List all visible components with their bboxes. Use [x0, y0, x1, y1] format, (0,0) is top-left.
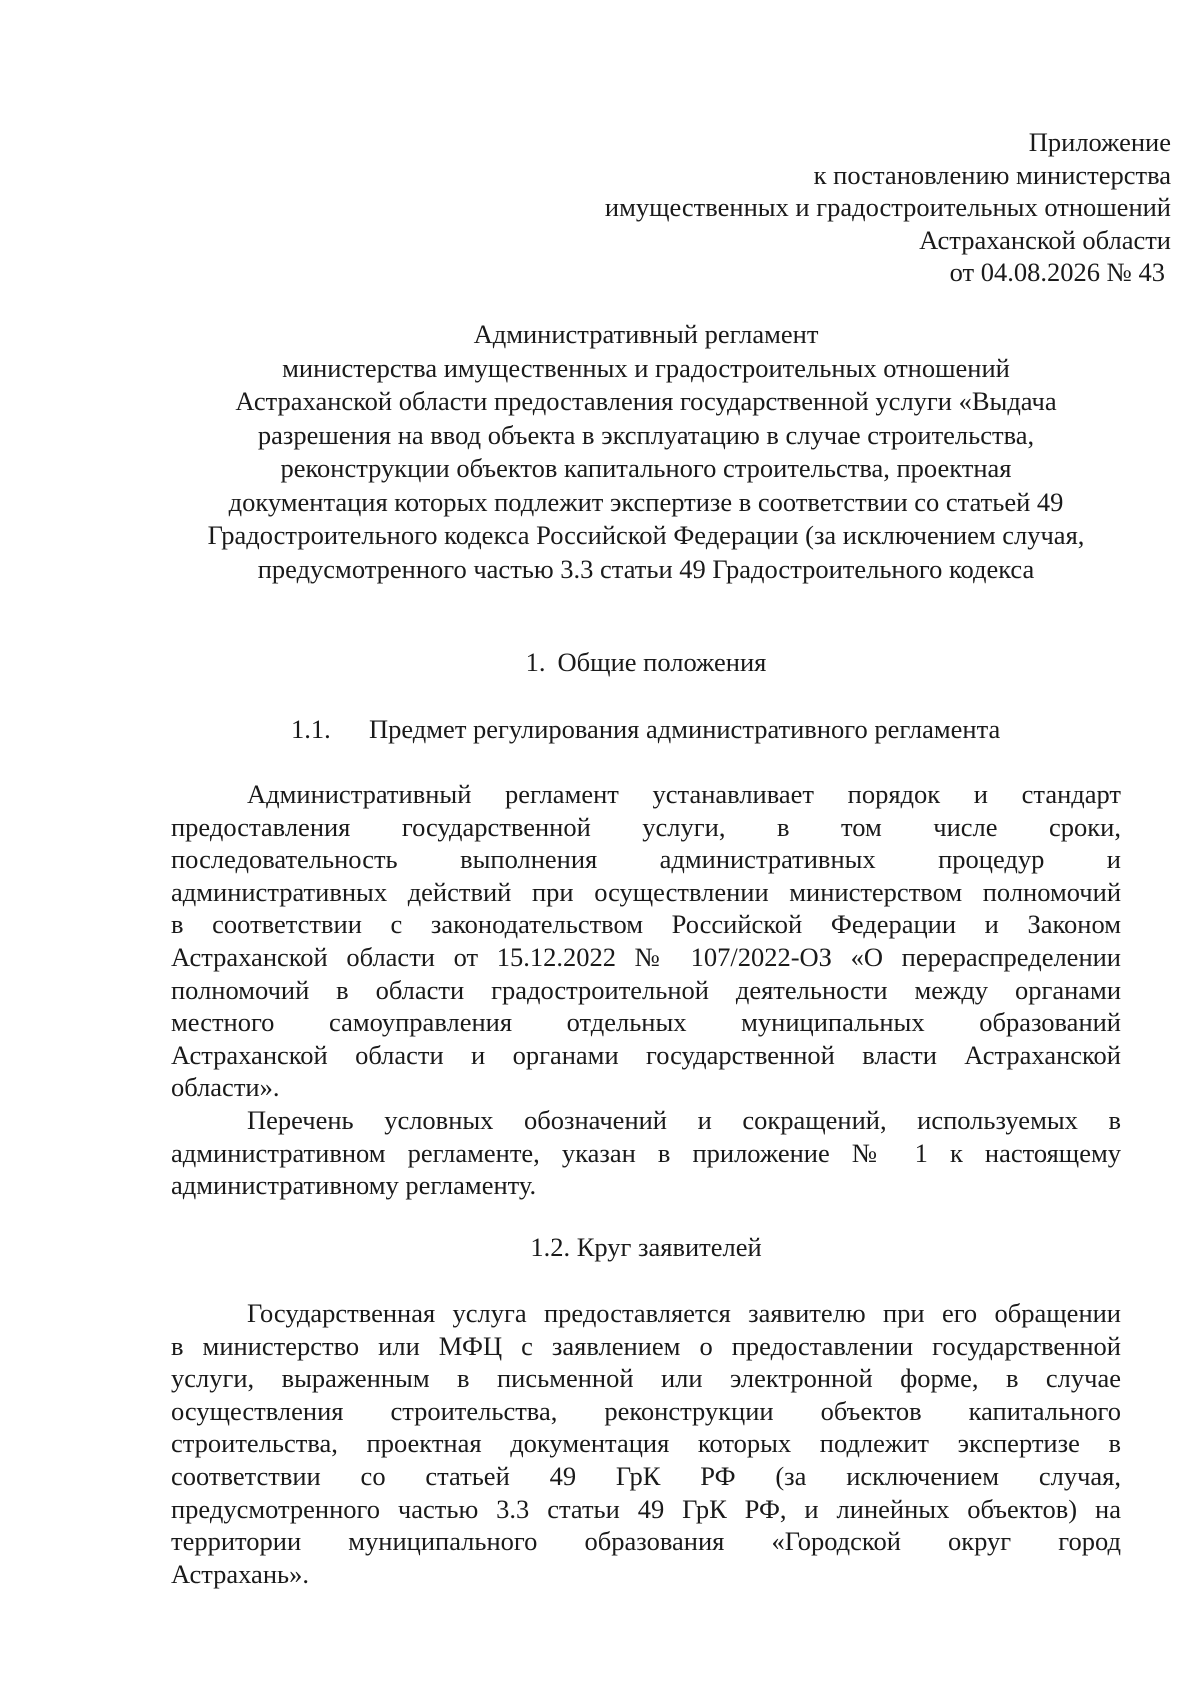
paragraph-line: услуги, выраженным в письменной или электронной форме, в случае — [171, 1363, 1121, 1394]
title-line: министерства имущественных и градостроительных отношений — [282, 352, 1010, 383]
paragraph-line: Астраханской области и органами государственной власти Астраханской — [171, 1039, 1121, 1070]
title-line: разрешения на ввод объекта в эксплуатацию в случае строительства, — [257, 419, 1035, 450]
paragraph-abbreviations — [171, 1104, 1121, 1202]
title-line: предусмотренного частью 3.3 статьи 49 Градостроительного кодекса — [257, 553, 1035, 584]
paragraph-line: предоставления государственной услуги, в том числе сроки, — [171, 811, 1121, 842]
section-title: Общие положения — [557, 647, 767, 677]
paragraph-line: полномочий в области градостроительной деятельности между органами — [171, 974, 1121, 1005]
paragraph-line: административных действий при осуществлении министерством полномочий — [171, 876, 1121, 907]
appendix-resolution-line: к постановлению министерства — [813, 159, 1171, 190]
paragraph-line: территории муниципального образования «Городской округ город — [171, 1526, 1121, 1557]
paragraph-line: предусмотренного частью 3.3 статьи 49 ГрК РФ, и линейных объектов) на — [171, 1493, 1121, 1524]
paragraph-line: Астраханской области от 15.12.2022 № 107/2022-ОЗ «О перераспределении — [171, 941, 1121, 972]
title-line: Градостроительного кодекса Российской Федерации (за исключением случая, — [207, 520, 1085, 550]
paragraph-line: Астрахань». — [171, 1558, 309, 1589]
subsection-number: 1.1. — [291, 714, 331, 744]
paragraph-line: соответствии со статьей 49 ГрК РФ (за исключением случая, — [171, 1460, 1121, 1491]
paragraph-line: осуществления строительства, реконструкции объектов капитального — [171, 1395, 1121, 1426]
paragraph-line: в министерство или МФЦ с заявлением о предоставлении государственной — [171, 1330, 1121, 1361]
section-number: 1. — [525, 647, 546, 677]
paragraph-line: Перечень условных обозначений и сокращений, используемых в — [247, 1105, 1121, 1135]
title-line: Астраханской области предоставления государственной услуги «Выдача — [235, 386, 1057, 416]
title-line: реконструкции объектов капитального строительства, проектная — [280, 453, 1012, 483]
title-line: документация которых подлежит экспертизе в соответствии со статьей 49 — [228, 486, 1064, 517]
paragraph-line: строительства, проектная документация которых подлежит экспертизе в — [171, 1428, 1121, 1459]
document-title — [171, 318, 1121, 586]
appendix-header — [605, 126, 1171, 289]
section-heading — [171, 646, 1121, 678]
paragraph-line: административному регламенту. — [171, 1170, 537, 1201]
subsection-heading-applicants: 1.2. Круг заявителей — [530, 1232, 762, 1262]
paragraph-line: Государственная услуга предоставляется заявителю при его обращении — [247, 1298, 1121, 1328]
paragraph-applicants — [171, 1297, 1121, 1590]
paragraph-line: административном регламенте, указан в приложение № 1 к настоящему — [171, 1137, 1121, 1168]
title-line: Административный регламент — [473, 319, 819, 349]
paragraph-line: в соответствии с законодательством Российской Федерации и Законом — [171, 909, 1121, 940]
subsection-title: Предмет регулирования административного регламента — [369, 714, 1001, 744]
paragraph-line: последовательность выполнения административных процедур и — [171, 844, 1121, 875]
paragraph-line: Административный регламент устанавливает порядок и стандарт — [247, 779, 1121, 809]
paragraph-scope — [171, 778, 1121, 1104]
paragraph-line: местного самоуправления отдельных муниципальных образований — [171, 1007, 1121, 1038]
subsection-heading — [291, 713, 1000, 745]
appendix-region-line: Астраханской области — [919, 224, 1171, 255]
paragraph-line: области». — [171, 1072, 280, 1103]
appendix-label: Приложение — [1028, 127, 1171, 157]
appendix-ministry-line: имущественных и градостроительных отношений — [604, 192, 1171, 222]
appendix-date-number: от 04.08.2026 № 43 — [949, 257, 1165, 287]
